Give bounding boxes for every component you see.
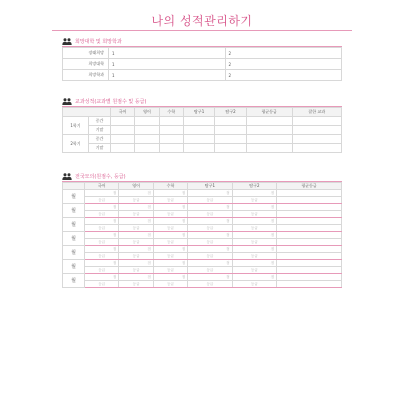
avg-grade-cell[interactable] [277,253,342,260]
grade-unit-cell[interactable]: 등급 [153,267,187,274]
grade-unit-cell[interactable]: 등급 [232,281,276,288]
grade-unit-cell[interactable]: 등급 [119,281,153,288]
hope-choice-1[interactable]: 1 [109,48,226,59]
section2-title: 교과성적(교과별 원점수 및 등급) [75,98,147,105]
report-page [52,0,352,400]
score-cell[interactable]: 점 [188,190,232,197]
score-cell[interactable]: 점 [119,232,153,239]
grade-unit-cell[interactable]: 등급 [119,211,153,218]
hope-row [63,59,342,70]
grade-cell[interactable] [135,126,159,135]
score-cell[interactable]: 점 [232,190,276,197]
hope-choice-1[interactable]: 1 [109,70,226,81]
grade-unit-cell[interactable]: 등급 [153,281,187,288]
avg-grade-cell[interactable] [277,274,342,281]
grade-cell[interactable] [292,144,341,153]
score-cell[interactable]: 점 [85,190,119,197]
grade-unit-cell[interactable]: 등급 [119,267,153,274]
grades-column-header: 국어 [111,108,135,117]
avg-grade-cell[interactable] [277,260,342,267]
grade-unit-cell[interactable]: 등급 [85,239,119,246]
mock-grade-row [63,197,342,204]
grade-unit-cell[interactable]: 등급 [188,267,232,274]
grade-cell[interactable] [246,126,292,135]
grade-cell[interactable] [215,144,246,153]
semester-label: 1학기 [63,117,89,135]
grade-cell[interactable] [159,135,183,144]
grade-unit-cell[interactable]: 등급 [232,239,276,246]
score-cell[interactable]: 점 [85,218,119,225]
exam-label: 중간 [89,135,111,144]
mock-score-row [63,204,342,211]
people-icon [62,38,72,45]
grade-cell[interactable] [159,144,183,153]
grade-cell[interactable] [183,144,214,153]
avg-grade-cell[interactable] [277,239,342,246]
grades-column-header: 잘한 교과 [292,108,341,117]
mock-grade-row [63,225,342,232]
score-cell[interactable]: 점 [188,274,232,281]
score-cell[interactable]: 점 [119,190,153,197]
score-cell[interactable]: 점 [188,218,232,225]
grades-row [63,135,342,144]
grade-cell[interactable] [246,144,292,153]
mock-column-header: 수학 [153,183,187,190]
exam-label: 기말 [89,144,111,153]
score-cell[interactable]: 점 [85,260,119,267]
grade-cell[interactable] [183,126,214,135]
mock-grade-row [63,253,342,260]
score-cell[interactable]: 점 [153,218,187,225]
score-cell[interactable]: 점 [232,204,276,211]
grade-unit-cell[interactable]: 등급 [188,281,232,288]
grade-unit-cell[interactable]: 등급 [232,211,276,218]
avg-grade-cell[interactable] [277,281,342,288]
grade-cell[interactable] [215,117,246,126]
grade-unit-cell[interactable]: 등급 [85,225,119,232]
mock-score-row [63,190,342,197]
hope-row-label: 장래희망 [63,48,109,59]
grade-unit-cell[interactable]: 등급 [232,253,276,260]
hope-choice-2[interactable]: 2 [225,48,342,59]
mock-corner [63,183,85,190]
avg-grade-cell[interactable] [277,267,342,274]
grade-cell[interactable] [111,117,135,126]
month-label[interactable]: 월 [63,246,85,260]
grade-cell[interactable] [246,117,292,126]
score-cell[interactable]: 점 [119,246,153,253]
grade-unit-cell[interactable]: 등급 [85,253,119,260]
grade-unit-cell[interactable]: 등급 [153,211,187,218]
grade-unit-cell[interactable]: 등급 [188,211,232,218]
grade-cell[interactable] [135,117,159,126]
avg-grade-cell[interactable] [277,246,342,253]
grade-unit-cell[interactable]: 등급 [85,281,119,288]
score-cell[interactable]: 점 [85,232,119,239]
grades-column-header: 탐구1 [183,108,214,117]
mock-grade-row [63,239,342,246]
hope-choice-2[interactable]: 2 [225,70,342,81]
grade-cell[interactable] [292,126,341,135]
month-label[interactable]: 월 [63,218,85,232]
grade-cell[interactable] [215,135,246,144]
avg-grade-cell[interactable] [277,211,342,218]
score-cell[interactable]: 점 [119,218,153,225]
mock-column-header: 탐구1 [188,183,232,190]
grades-row [63,117,342,126]
grades-column-header: 평균등급 [246,108,292,117]
grade-cell[interactable] [292,117,341,126]
month-label[interactable]: 월 [63,274,85,288]
avg-grade-cell[interactable] [277,197,342,204]
section1-header [62,36,122,46]
mock-score-row [63,218,342,225]
grade-cell[interactable] [246,135,292,144]
score-cell[interactable]: 점 [85,274,119,281]
grade-cell[interactable] [135,144,159,153]
grade-cell[interactable] [111,135,135,144]
score-cell[interactable]: 점 [153,260,187,267]
score-cell[interactable]: 점 [85,204,119,211]
mock-column-header: 탐구2 [232,183,276,190]
grade-cell[interactable] [215,126,246,135]
grade-unit-cell[interactable]: 등급 [119,225,153,232]
mock-exam-table [62,182,342,288]
grade-unit-cell[interactable]: 등급 [188,197,232,204]
avg-grade-cell[interactable] [277,190,342,197]
mock-score-row [63,232,342,239]
mock-score-row [63,274,342,281]
month-label[interactable]: 월 [63,232,85,246]
score-cell[interactable]: 점 [232,218,276,225]
score-cell[interactable]: 점 [232,260,276,267]
grade-cell[interactable] [111,144,135,153]
hope-row-label: 희망학과 [63,70,109,81]
grades-corner [63,108,111,117]
grade-cell[interactable] [111,126,135,135]
grade-unit-cell[interactable]: 등급 [188,253,232,260]
avg-grade-cell[interactable] [277,218,342,225]
grade-unit-cell[interactable]: 등급 [232,197,276,204]
people-icon [62,98,72,105]
month-label[interactable]: 월 [63,204,85,218]
section2-header [62,96,146,106]
grade-unit-cell[interactable]: 등급 [119,239,153,246]
grade-cell[interactable] [183,135,214,144]
grade-unit-cell[interactable]: 등급 [85,197,119,204]
grade-cell[interactable] [135,135,159,144]
score-cell[interactable]: 점 [119,260,153,267]
grade-unit-cell[interactable]: 등급 [85,211,119,218]
score-cell[interactable]: 점 [153,246,187,253]
score-cell[interactable]: 점 [232,246,276,253]
score-cell[interactable]: 점 [232,232,276,239]
score-cell[interactable]: 점 [153,204,187,211]
hope-row-label: 희망대학 [63,59,109,70]
grade-unit-cell[interactable]: 등급 [119,197,153,204]
hope-choice-1[interactable]: 1 [109,59,226,70]
score-cell[interactable]: 점 [119,204,153,211]
avg-grade-cell[interactable] [277,204,342,211]
avg-grade-cell[interactable] [277,225,342,232]
grade-unit-cell[interactable]: 등급 [153,225,187,232]
page-title: 나의 성적관리하기 [151,14,253,28]
section3-header [62,171,126,181]
mock-grade-row [63,281,342,288]
score-cell[interactable]: 점 [188,232,232,239]
hope-table [62,47,342,81]
grade-unit-cell[interactable]: 등급 [232,267,276,274]
score-cell[interactable]: 점 [119,274,153,281]
section1-title: 희망대학 및 희망학과 [75,38,122,45]
grade-unit-cell[interactable]: 등급 [153,253,187,260]
mock-column-header: 영어 [119,183,153,190]
mock-column-header: 평균등급 [277,183,342,190]
section3-title: 전국모의(원점수, 등급) [75,173,126,180]
grade-unit-cell[interactable]: 등급 [119,253,153,260]
semester-label: 2학기 [63,135,89,153]
grade-cell[interactable] [159,126,183,135]
grades-table [62,107,342,153]
grade-unit-cell[interactable]: 등급 [188,225,232,232]
grade-cell[interactable] [159,117,183,126]
score-cell[interactable]: 점 [153,190,187,197]
grades-row [63,126,342,135]
avg-grade-cell[interactable] [277,232,342,239]
mock-grade-row [63,211,342,218]
grade-cell[interactable] [292,135,341,144]
grades-column-header: 수학 [159,108,183,117]
grade-unit-cell[interactable]: 등급 [153,197,187,204]
grade-unit-cell[interactable]: 등급 [153,239,187,246]
hope-choice-2[interactable]: 2 [225,59,342,70]
mock-grade-row [63,267,342,274]
mock-score-row [63,260,342,267]
score-cell[interactable]: 점 [188,260,232,267]
month-label[interactable]: 월 [63,190,85,204]
grade-unit-cell[interactable]: 등급 [188,239,232,246]
hope-row [63,70,342,81]
grade-unit-cell[interactable]: 등급 [232,225,276,232]
grade-cell[interactable] [183,117,214,126]
mock-column-header: 국어 [85,183,119,190]
grades-column-header: 영어 [135,108,159,117]
score-cell[interactable]: 점 [188,204,232,211]
hope-row [63,48,342,59]
exam-label: 중간 [89,117,111,126]
month-label[interactable]: 월 [63,260,85,274]
score-cell[interactable]: 점 [188,246,232,253]
score-cell[interactable]: 점 [232,274,276,281]
score-cell[interactable]: 점 [85,246,119,253]
title-divider [52,30,352,31]
grades-row [63,144,342,153]
mock-score-row [63,246,342,253]
score-cell[interactable]: 점 [153,274,187,281]
grade-unit-cell[interactable]: 등급 [85,267,119,274]
score-cell[interactable]: 점 [153,232,187,239]
people-icon [62,173,72,180]
exam-label: 기말 [89,126,111,135]
grades-column-header: 탐구2 [215,108,246,117]
